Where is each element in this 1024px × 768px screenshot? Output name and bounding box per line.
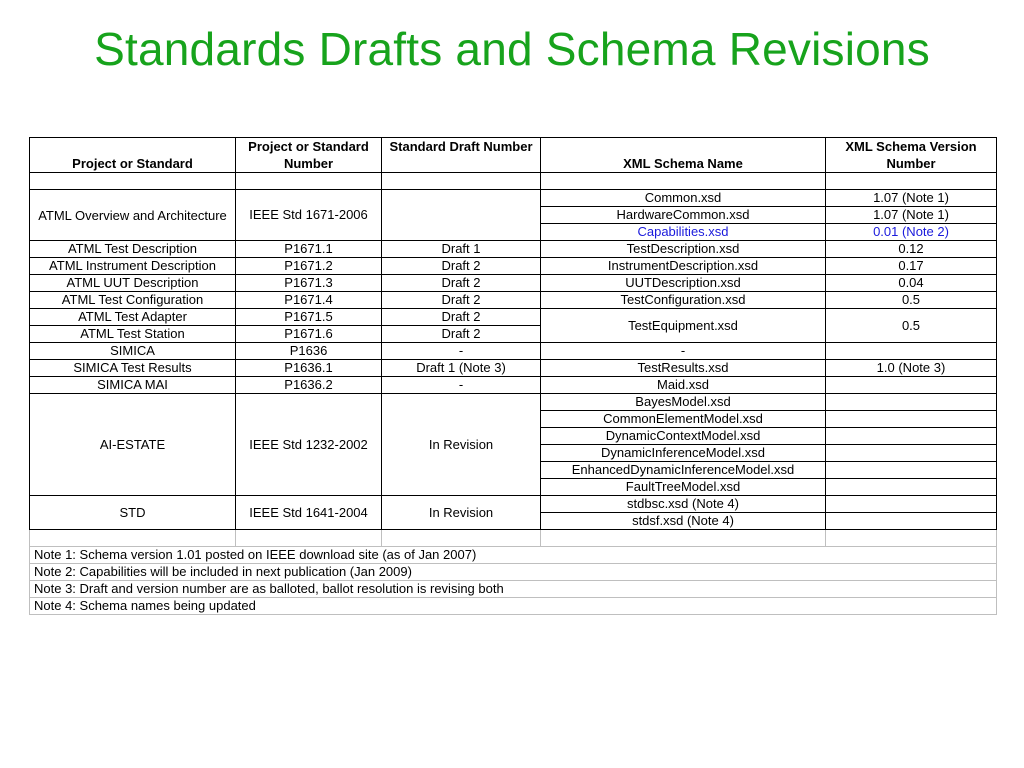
note-2: Note 2: Capabilities will be included in next publication (Jan 2009) bbox=[30, 564, 997, 581]
schema-cell: HardwareCommon.xsd bbox=[541, 207, 826, 224]
project-cell: SIMICA bbox=[30, 343, 236, 360]
number-cell: P1671.1 bbox=[236, 241, 382, 258]
schema-cell: InstrumentDescription.xsd bbox=[541, 258, 826, 275]
number-cell: IEEE Std 1232-2002 bbox=[236, 394, 382, 496]
version-cell bbox=[826, 377, 997, 394]
project-cell: ATML Test Station bbox=[30, 326, 236, 343]
schema-cell: DynamicContextModel.xsd bbox=[541, 428, 826, 445]
version-cell: 0.17 bbox=[826, 258, 997, 275]
draft-cell: Draft 2 bbox=[382, 309, 541, 326]
note-row bbox=[30, 547, 997, 564]
table-row bbox=[30, 496, 997, 513]
blank-cell bbox=[541, 173, 826, 190]
number-cell: P1671.5 bbox=[236, 309, 382, 326]
schema-cell: stdsf.xsd (Note 4) bbox=[541, 513, 826, 530]
project-cell: SIMICA MAI bbox=[30, 377, 236, 394]
schema-cell: EnhancedDynamicInferenceModel.xsd bbox=[541, 462, 826, 479]
number-cell: P1671.4 bbox=[236, 292, 382, 309]
header-version: XML Schema Version Number bbox=[826, 138, 997, 173]
draft-cell: In Revision bbox=[382, 394, 541, 496]
project-cell: ATML Instrument Description bbox=[30, 258, 236, 275]
draft-cell: In Revision bbox=[382, 496, 541, 530]
project-cell: ATML Test Adapter bbox=[30, 309, 236, 326]
schema-cell: Maid.xsd bbox=[541, 377, 826, 394]
blank-cell bbox=[382, 173, 541, 190]
header-project: Project or Standard bbox=[30, 138, 236, 173]
schema-cell: CommonElementModel.xsd bbox=[541, 411, 826, 428]
table-row bbox=[30, 530, 997, 547]
version-cell: 0.5 bbox=[826, 292, 997, 309]
blank-cell bbox=[826, 173, 997, 190]
schema-cell: DynamicInferenceModel.xsd bbox=[541, 445, 826, 462]
blank-cell bbox=[826, 530, 997, 547]
draft-cell bbox=[382, 190, 541, 241]
note-4: Note 4: Schema names being updated bbox=[30, 598, 997, 615]
version-cell: 1.07 (Note 1) bbox=[826, 207, 997, 224]
blank-cell bbox=[30, 173, 236, 190]
number-cell: IEEE Std 1671-2006 bbox=[236, 190, 382, 241]
draft-cell: Draft 2 bbox=[382, 292, 541, 309]
schema-cell: TestResults.xsd bbox=[541, 360, 826, 377]
blank-cell bbox=[236, 173, 382, 190]
version-cell bbox=[826, 411, 997, 428]
version-cell bbox=[826, 513, 997, 530]
number-cell: P1671.2 bbox=[236, 258, 382, 275]
draft-cell: Draft 1 (Note 3) bbox=[382, 360, 541, 377]
version-cell: 0.12 bbox=[826, 241, 997, 258]
project-cell: ATML Test Description bbox=[30, 241, 236, 258]
project-cell: ATML UUT Description bbox=[30, 275, 236, 292]
number-cell: P1636 bbox=[236, 343, 382, 360]
table-row bbox=[30, 190, 997, 207]
table-header-row bbox=[30, 138, 997, 173]
number-cell: P1636.1 bbox=[236, 360, 382, 377]
draft-cell: - bbox=[382, 377, 541, 394]
page-title: Standards Drafts and Schema Revisions bbox=[94, 23, 930, 75]
version-cell bbox=[826, 462, 997, 479]
table-row bbox=[30, 343, 997, 360]
version-cell bbox=[826, 445, 997, 462]
standards-table bbox=[29, 137, 997, 615]
note-row bbox=[30, 598, 997, 615]
schema-cell: - bbox=[541, 343, 826, 360]
project-cell: ATML Overview and Architecture bbox=[30, 190, 236, 241]
schema-cell: UUTDescription.xsd bbox=[541, 275, 826, 292]
schema-cell: FaultTreeModel.xsd bbox=[541, 479, 826, 496]
schema-cell: TestConfiguration.xsd bbox=[541, 292, 826, 309]
number-cell: P1636.2 bbox=[236, 377, 382, 394]
table-row bbox=[30, 292, 997, 309]
table-row bbox=[30, 258, 997, 275]
table-row bbox=[30, 275, 997, 292]
note-1: Note 1: Schema version 1.01 posted on IEEE download site (as of Jan 2007) bbox=[30, 547, 997, 564]
project-cell: STD bbox=[30, 496, 236, 530]
schema-cell: Capabilities.xsd bbox=[541, 224, 826, 241]
draft-cell: Draft 1 bbox=[382, 241, 541, 258]
version-cell bbox=[826, 428, 997, 445]
table-row bbox=[30, 309, 997, 326]
version-cell bbox=[826, 343, 997, 360]
blank-cell bbox=[541, 530, 826, 547]
version-cell: 1.07 (Note 1) bbox=[826, 190, 997, 207]
schema-cell: TestDescription.xsd bbox=[541, 241, 826, 258]
draft-cell: Draft 2 bbox=[382, 326, 541, 343]
version-cell bbox=[826, 496, 997, 513]
header-draft: Standard Draft Number bbox=[382, 138, 541, 173]
blank-cell bbox=[30, 530, 236, 547]
schema-cell: BayesModel.xsd bbox=[541, 394, 826, 411]
table-row bbox=[30, 394, 997, 411]
note-3: Note 3: Draft and version number are as balloted, ballot resolution is revising both bbox=[30, 581, 997, 598]
blank-cell bbox=[236, 530, 382, 547]
draft-cell: Draft 2 bbox=[382, 275, 541, 292]
draft-cell: - bbox=[382, 343, 541, 360]
header-number: Project or Standard Number bbox=[236, 138, 382, 173]
schema-cell: Common.xsd bbox=[541, 190, 826, 207]
blank-cell bbox=[382, 530, 541, 547]
version-cell: 1.0 (Note 3) bbox=[826, 360, 997, 377]
number-cell: P1671.3 bbox=[236, 275, 382, 292]
project-cell: SIMICA Test Results bbox=[30, 360, 236, 377]
version-cell: 0.01 (Note 2) bbox=[826, 224, 997, 241]
table-row bbox=[30, 377, 997, 394]
draft-cell: Draft 2 bbox=[382, 258, 541, 275]
number-cell: IEEE Std 1641-2004 bbox=[236, 496, 382, 530]
number-cell: P1671.6 bbox=[236, 326, 382, 343]
schema-cell: stdbsc.xsd (Note 4) bbox=[541, 496, 826, 513]
version-cell bbox=[826, 394, 997, 411]
table-row bbox=[30, 241, 997, 258]
note-row bbox=[30, 564, 997, 581]
version-cell bbox=[826, 479, 997, 496]
table-row bbox=[30, 360, 997, 377]
header-schema: XML Schema Name bbox=[541, 138, 826, 173]
version-cell: 0.04 bbox=[826, 275, 997, 292]
version-cell: 0.5 bbox=[826, 309, 997, 343]
note-row bbox=[30, 581, 997, 598]
project-cell: ATML Test Configuration bbox=[30, 292, 236, 309]
schema-cell: TestEquipment.xsd bbox=[541, 309, 826, 343]
table-row bbox=[30, 173, 997, 190]
project-cell: AI-ESTATE bbox=[30, 394, 236, 496]
